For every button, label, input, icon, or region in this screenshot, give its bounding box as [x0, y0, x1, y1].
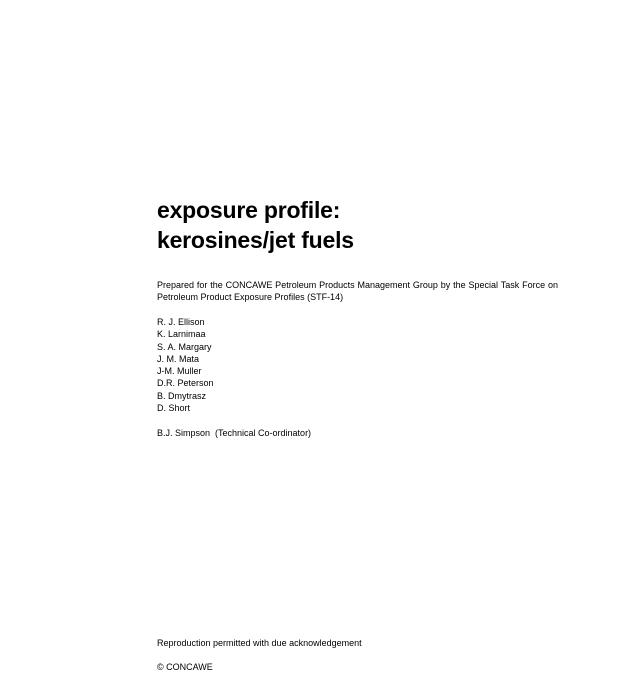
copyright-notice: © CONCAWE — [157, 662, 213, 672]
author-name: J. M. Mata — [157, 353, 200, 364]
document-title — [157, 195, 354, 255]
author-name: S. A. Margary — [157, 341, 212, 352]
author-name: K. Larnimaa — [157, 329, 206, 340]
author-list — [157, 316, 214, 414]
technical-coordinator: B.J. Simpson (Technical Co-ordinator) — [157, 428, 312, 438]
prepared-for-statement: Prepared for the CONCAWE Petroleum Products Management Group by the Special Task Force on Petroleum Product Exposure Profiles (STF-14) — [157, 280, 558, 302]
reproduction-notice: Reproduction permitted with due acknowledgement — [157, 638, 362, 648]
title-line-1: exposure profile: — [157, 197, 341, 223]
author-name: R. J. Ellison — [157, 317, 205, 327]
author-name: J-M. Muller — [157, 366, 202, 377]
author-name: D.R. Peterson — [157, 378, 214, 389]
author-name: B. Dmytrasz — [157, 390, 207, 401]
author-name: D. Short — [157, 403, 191, 414]
title-line-2: kerosines/jet fuels — [157, 227, 354, 253]
